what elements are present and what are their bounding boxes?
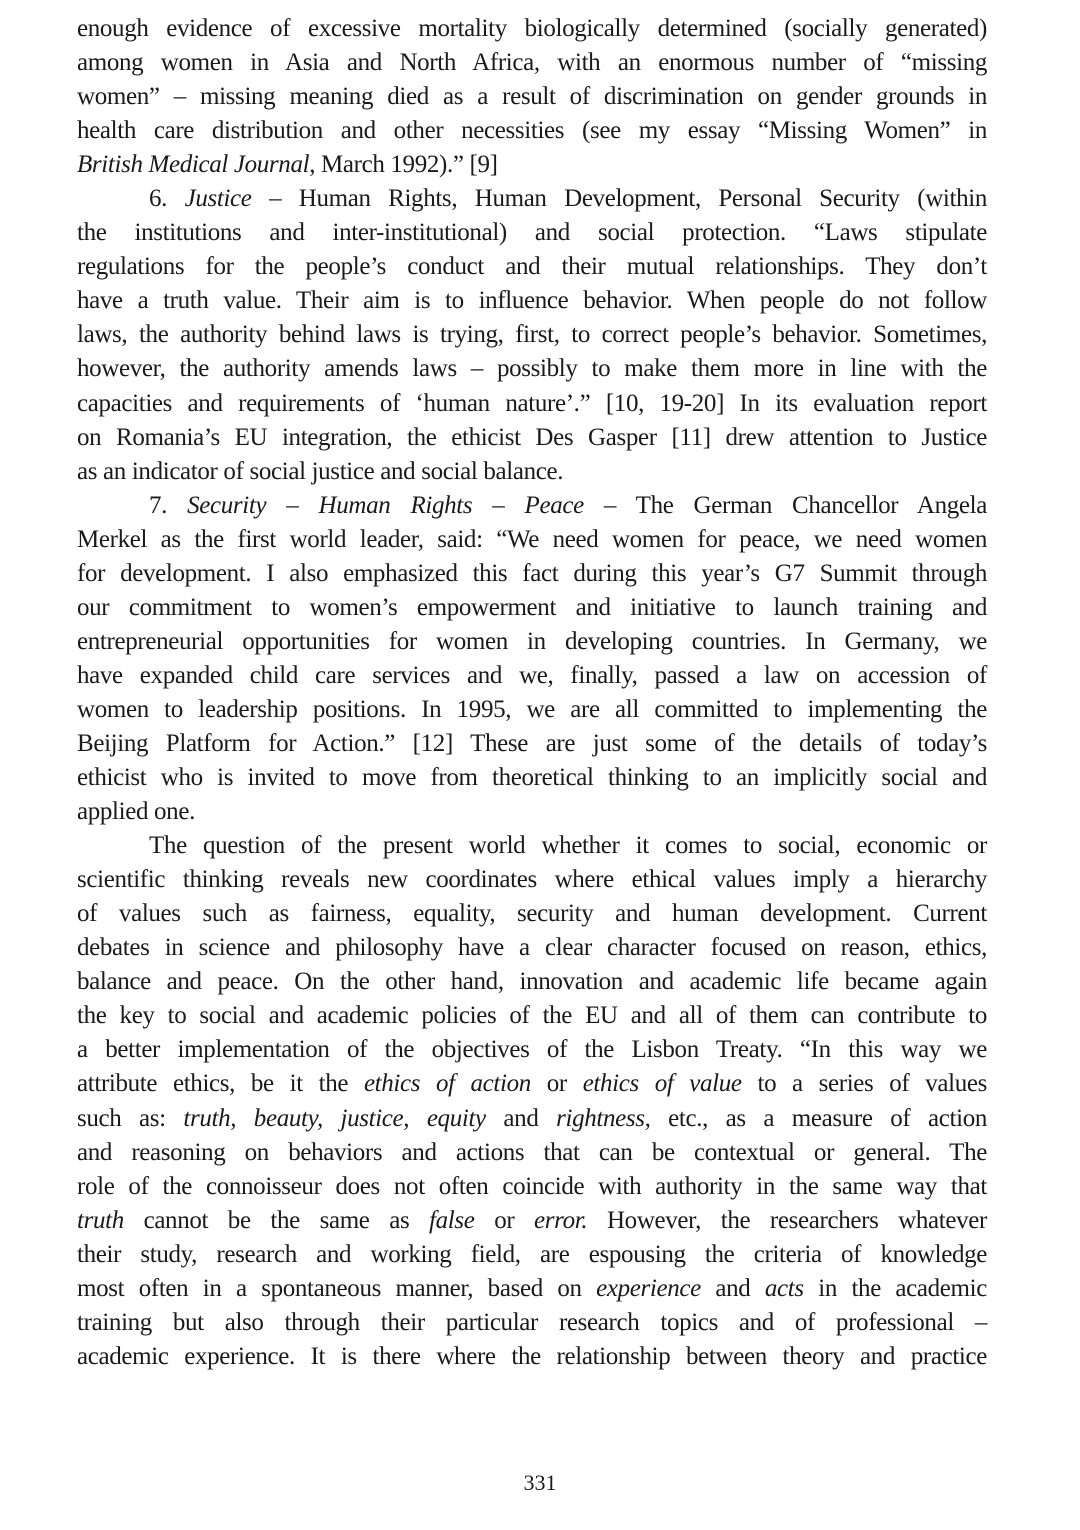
text-segment: women” – missing meaning died as a result of discrimination on gender grounds in [77,83,987,111]
italic-text: British Medical Journal [77,151,310,179]
text-segment: as an indicator of social justice and social balance. [77,457,564,485]
text-line [77,1136,987,1170]
text-segment: in the academic [803,1274,987,1302]
text-line [77,1033,987,1067]
text-line [77,931,987,965]
text-segment: 6. [149,185,185,213]
text-line [77,761,987,795]
text-segment: role of the connoisseur does not often coincide with authority in the same way that [77,1172,987,1200]
text-line [77,591,987,625]
text-line [77,999,987,1033]
text-line [77,12,987,46]
text-segment: have a truth value. Their aim is to influence behavior. When people do not follow [77,287,987,315]
text-line [77,421,987,455]
text-line [77,795,987,829]
italic-text: ethics of action [363,1070,531,1098]
text-line [77,455,987,489]
text-line [77,250,987,284]
text-segment: attribute ethics, be it the [77,1070,364,1098]
text-segment: applied one. [77,798,195,826]
text-line [77,387,987,421]
text-segment: debates in science and philosophy have a clear character focused on reason, ethics, [77,934,987,962]
text-segment: such as: [77,1104,184,1132]
text-segment: enough evidence of excessive mortality biologically determined (socially generated) [77,15,987,42]
text-line [77,965,987,999]
text-line [77,863,987,897]
text-segment: the institutions and inter-institutional) and social protection. “Laws stipulate [77,219,987,247]
text-line [77,46,987,80]
text-segment: The question of the present world whether it comes to social, economic or [149,832,987,860]
text-line [77,114,987,148]
text-line [77,557,987,591]
text-segment: Beijing Platform for Action.” [12] These are just some of the details of today’s [77,729,987,757]
text-segment: or [530,1070,583,1098]
text-line [77,829,987,863]
text-line [77,1102,987,1136]
text-segment: to a series of values [741,1070,987,1098]
text-segment: or [474,1206,535,1234]
text-segment: most often in a spontaneous manner, based on [77,1274,597,1302]
italic-text: Justice [184,185,252,213]
text-segment: Merkel as the first world leader, said: “We need women for peace, we need women [77,525,987,553]
text-segment: their study, research and working field, are espousing the criteria of knowledge [77,1240,987,1268]
text-segment: capacities and requirements of ‘human nature’.” [10, 19-20] In its evaluation report [77,389,987,417]
italic-text: truth, beauty, justice, equity [183,1104,486,1132]
text-line [77,80,987,114]
text-line [77,216,987,250]
text-segment: among women in Asia and North Africa, with an enormous number of “missing [77,49,987,77]
text-segment: however, the authority amends laws – possibly to make them more in line with the [77,355,987,383]
text-segment: – Human Rights, Human Development, Personal Security (within [251,185,987,213]
text-line [77,625,987,659]
text-segment: balance and peace. On the other hand, innovation and academic life became again [77,968,987,996]
document-body [77,12,987,1374]
text-line [77,284,987,318]
italic-text: error. [534,1206,588,1234]
text-segment: a better implementation of the objectives of the Lisbon Treaty. “In this way we [77,1036,987,1064]
text-line [77,352,987,386]
text-segment: the key to social and academic policies of the EU and all of them can contribute to [77,1002,987,1030]
text-segment: scientific thinking reveals new coordinates where ethical values imply a hierarchy [77,866,987,894]
text-line [77,1340,987,1374]
text-line [77,489,987,523]
text-segment: health care distribution and other necessities (see my essay “Missing Women” in [77,117,987,145]
text-line [77,148,987,182]
text-segment: – The German Chancellor Angela [583,491,988,519]
text-line [77,1204,987,1238]
text-line [77,318,987,352]
text-segment: have expanded child care services and we, finally, passed a law on accession of [77,661,987,689]
text-segment: academic experience. It is there where the relationship between theory and practice [77,1342,987,1370]
text-segment: and [700,1274,765,1302]
text-line [77,1238,987,1272]
text-line [77,1067,987,1101]
text-segment: , March 1992).” [9] [309,151,498,179]
text-segment: However, the researchers whatever [587,1206,987,1234]
text-segment: and [485,1104,557,1132]
text-segment: 7. [149,491,188,519]
text-line [77,1272,987,1306]
text-line [77,659,987,693]
italic-text: experience [596,1274,701,1302]
text-segment: ethicist who is invited to move from theoretical thinking to an implicitly social and [77,764,987,792]
text-line [77,523,987,557]
text-line [77,693,987,727]
text-segment: entrepreneurial opportunities for women in developing countries. In Germany, we [77,627,987,655]
text-line [77,182,987,216]
text-line [77,727,987,761]
text-segment: and reasoning on behaviors and actions that can be contextual or general. The [77,1138,987,1166]
page-number: 331 [523,1470,557,1495]
italic-text: ethics of value [582,1070,742,1098]
text-line [77,1170,987,1204]
text-segment: women to leadership positions. In 1995, we are all committed to implementing the [77,695,987,723]
text-segment: regulations for the people’s conduct and their mutual relationships. They don’t [77,253,987,281]
italic-text: Security – Human Rights – Peace [187,491,584,519]
text-segment: laws, the authority behind laws is trying, first, to correct people’s behavior. Sometimes, [77,321,987,349]
text-segment: etc., as a measure of action [650,1104,987,1132]
italic-text: rightness, [556,1104,651,1132]
italic-text: truth [77,1206,124,1234]
text-line [77,897,987,931]
text-segment: on Romania’s EU integration, the ethicist Des Gasper [11] drew attention to Justice [77,423,987,451]
italic-text: acts [764,1274,804,1302]
text-segment: cannot be the same as [123,1206,430,1234]
text-segment: of values such as fairness, equality, security and human development. Current [77,900,987,928]
italic-text: false [429,1206,475,1234]
text-segment: for development. I also emphasized this fact during this year’s G7 Summit through [77,559,987,587]
text-segment: training but also through their particular research topics and of professional – [77,1308,987,1336]
text-line [77,1306,987,1340]
text-segment: our commitment to women’s empowerment and initiative to launch training and [77,593,987,621]
